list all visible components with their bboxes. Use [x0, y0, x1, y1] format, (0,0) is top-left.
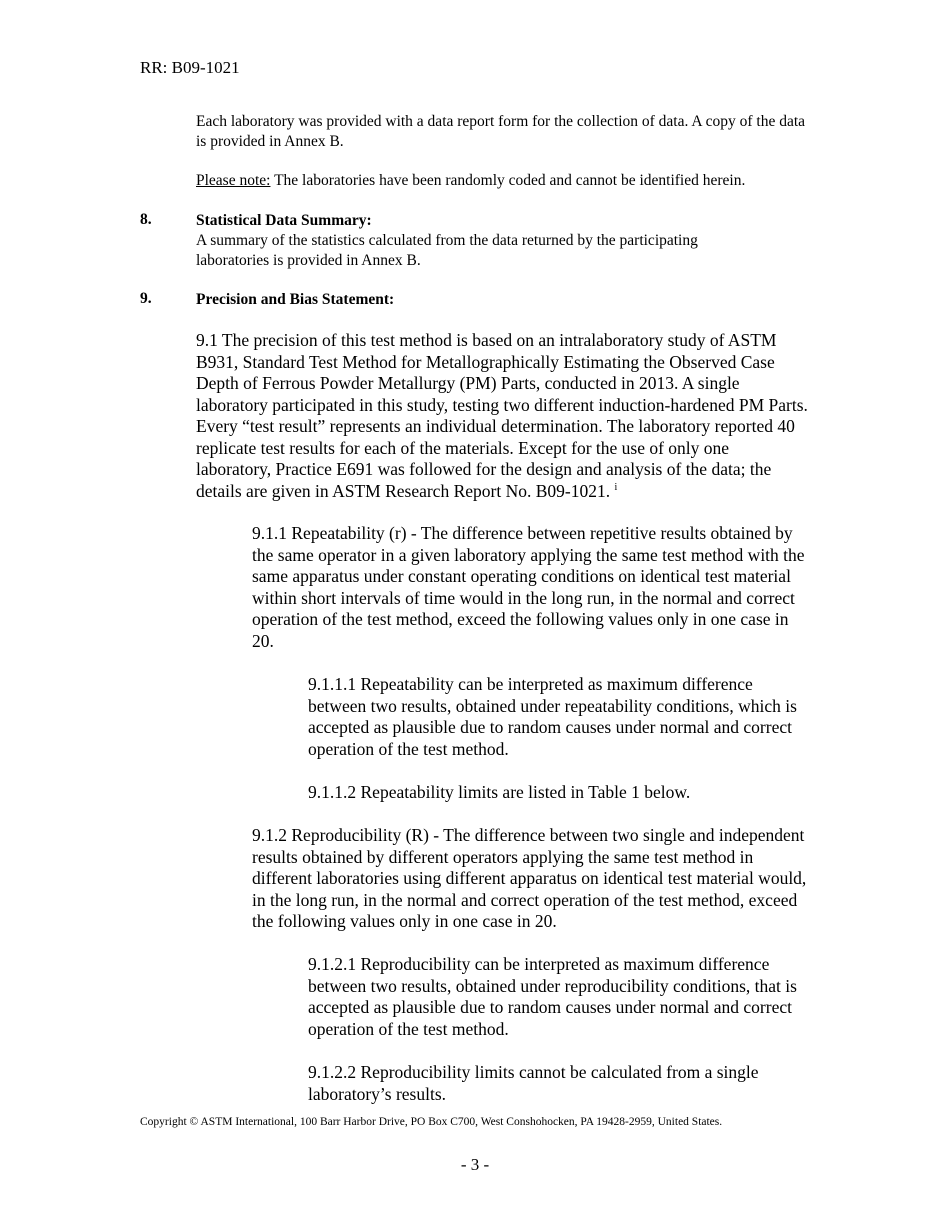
paragraph-9-1-2-2: 9.1.2.2 Reproducibility limits cannot be calculated from a single laboratory’s results. [308, 1062, 759, 1104]
report-id-header: RR: B09-1021 [140, 58, 240, 77]
section-9-title: Precision and Bias Statement: [196, 291, 395, 308]
section-8-title: Statistical Data Summary: [196, 212, 372, 229]
copyright-footer: Copyright © ASTM International, 100 Barr Harbor Drive, PO Box C700, West Conshohocken, PA 19428-2959, United States. [140, 1116, 723, 1128]
section-9-number: 9. [140, 290, 152, 307]
section-8-text: A summary of the statistics calculated from the data returned by the participating laboratories is provided in Annex B. [196, 232, 698, 269]
paragraph-9-1 [196, 330, 808, 502]
paragraph-9-1-text: 9.1 The precision of this test method is based on an intralaboratory study of ASTM B931, Standard Test Method for Metallographically Estimating the Observed Case Depth of Ferrous Powder Metallurgy (PM) Parts, conducted in 2013. A single laboratory participated in this study, testing two different induction-hardened PM Parts. Every “test result” represents an individual determination. The laboratory reported 40 replicate test results for each of the materials. Except for the use of only one laboratory, Practice E691 was followed for the design and analysis of the data; the details are given in ASTM Research Report No. B09-1021. [196, 330, 808, 501]
paragraph-9-1-2-1: 9.1.2.1 Reproducibility can be interpreted as maximum difference between two results, obtained under reproducibility conditions, that is accepted as plausible due to random causes under normal and correct operation of the test method. [308, 954, 797, 1039]
note-text: The laboratories have been randomly coded and cannot be identified herein. [270, 172, 746, 189]
section-8-number: 8. [140, 211, 152, 228]
page-number: - 3 - [460, 1155, 490, 1174]
intro-paragraph: Each laboratory was provided with a data report form for the collection of data. A copy of the data is provided in Annex B. [196, 113, 806, 150]
paragraph-9-1-1-2: 9.1.1.2 Repeatability limits are listed in Table 1 below. [308, 782, 691, 802]
note-label: Please note: [196, 172, 271, 189]
paragraph-9-1-1: 9.1.1 Repeatability (r) - The difference between repetitive results obtained by the same operator in a given laboratory applying the same test method with the same apparatus under constant operating conditions on identical test material within short intervals of time would in the long run, in the normal and correct operation of the test method, exceed the following values only in one case in 20. [252, 523, 805, 651]
paragraph-9-1-2: 9.1.2 Reproducibility (R) - The difference between two single and independent results obtained by different operators applying the same test method in different laboratories using different apparatus on identical test material would, in the long run, in the normal and correct operation of the test method, exceed the following values only in one case in 20. [252, 825, 807, 931]
endnote-marker: i [614, 481, 618, 493]
paragraph-9-1-1-1: 9.1.1.1 Repeatability can be interpreted as maximum difference between two results, obtained under repeatability conditions, which is accepted as plausible due to random causes under normal and correct operation of the test method. [308, 674, 797, 759]
note-paragraph [196, 171, 816, 191]
